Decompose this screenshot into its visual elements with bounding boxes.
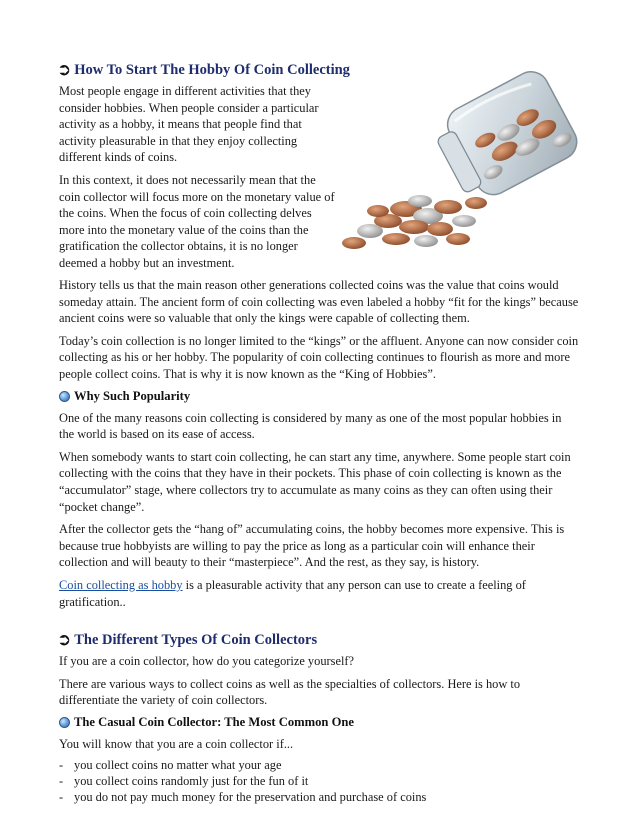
bullet-list (59, 758, 579, 805)
section-heading-text: The Different Types Of Coin Collectors (74, 631, 318, 648)
list-item: - you do not pay much money for the preservation and purchase of coins (59, 789, 427, 804)
subheading-text: Why Such Popularity (74, 389, 191, 404)
paragraph: If you are a coin collector, how do you categorize yourself? (59, 654, 355, 669)
paragraph: Most people engage in different activities that they consider hobbies. When people consider a particular activity as a hobby, it means that people find that activity pleasurable in that they enjoy collecting different kinds of coins. (59, 84, 319, 165)
paragraph: History tells us that the main reason other generations collected coins was the value that coins would someday attain. The ancient form of coin collecting was even labeled a hobby “fit for the kings” because ancient coins were so valuable that only the kings were capable of collecting them. (59, 278, 579, 326)
section-heading-types-of-collectors (57, 630, 579, 650)
paragraph: In this context, it does not necessarily mean that the coin collector will focus more on the monetary value of the coins. When the focus of coin collecting delves more into the monetary value of the coins than the gratification the collector obtains, it is no longer deemed a hobby but an investment. (59, 172, 335, 270)
coin-collecting-hobby-link[interactable]: Coin collecting as hobby (59, 577, 183, 592)
globe-bullet-icon (59, 391, 70, 402)
paragraph: There are various ways to collect coins as well as the specialties of collectors. Here is how to differentiate the variety of coin collectors. (59, 676, 521, 708)
subheading-why-such-popularity (59, 389, 579, 405)
subheading-text: The Casual Coin Collector: The Most Common One (74, 715, 354, 730)
intro-text (59, 83, 335, 272)
arrow-right-circle-icon: ➲ (57, 60, 72, 80)
arrow-right-circle-icon: ➲ (57, 630, 72, 651)
document-page (59, 60, 579, 805)
paragraph: One of the many reasons coin collecting is considered by many as one of the most popular hobbies in the world is based on its ease of access. (59, 410, 562, 442)
section-heading-text: How To Start The Hobby Of Coin Collecting (74, 61, 350, 78)
subheading-casual-collector (59, 715, 579, 731)
paragraph: You will know that you are a coin collector if... (59, 736, 294, 751)
paragraph: Today’s coin collection is no longer limited to the “kings” or the affluent. Anyone can now consider coin collecting as his or her hobby. The popularity of coin collecting continues to flourish as more and more people collect coins. That is why it is now known as the “King of Hobbies”. (59, 333, 579, 381)
spacer (59, 616, 579, 630)
coin-jar-image (336, 61, 584, 251)
paragraph-with-link (59, 577, 579, 610)
paragraph-text: is a pleasurable activity that any person can use to create a feeling of gratification.. (59, 577, 526, 609)
globe-bullet-icon (59, 717, 70, 728)
list-item: - you collect coins randomly just for the fun of it (59, 774, 309, 789)
intro-block (59, 83, 579, 277)
paragraph: After the collector gets the “hang of” accumulating coins, the hobby becomes more expensive. This is because true hobbyists are willing to pay the price as long as a particular coin will enhance their collection and will beauty to their “masterpiece”. And the rest, as they say, is history. (59, 522, 565, 570)
paragraph: When somebody wants to start coin collecting, he can start any time, anywhere. Some people start coin collecting with the coins that they have in their pockets. This phase of coin collecting is known as the “accumulator” stage, where collectors try to accumulate as many coins as they can often using their “pocket change”. (59, 449, 571, 514)
list-item: - you collect coins no matter what your age (59, 758, 282, 773)
